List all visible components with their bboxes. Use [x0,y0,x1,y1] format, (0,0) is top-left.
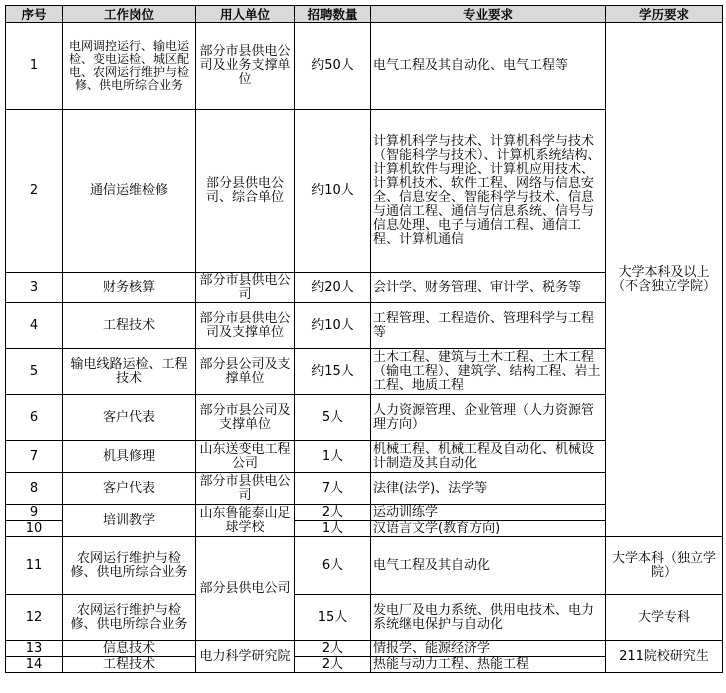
row-unit-county-company: 部分县供电公司 [196,537,295,641]
row-post: 客户代表 [63,395,196,441]
row-no: 4 [6,303,63,349]
row-unit-football-school: 山东鲁能泰山足球学校 [196,505,295,537]
row-no: 1 [6,23,63,110]
row-post: 工程技术 [63,303,196,349]
row-count: 约10人 [295,303,371,349]
row-count: 15人 [295,595,371,641]
row-unit: 部分县公司及支撑单位 [196,349,295,395]
row-major: 会计学、财务管理、审计学、税务等 [371,273,606,303]
row-major: 土木工程、建筑与土木工程、土木工程（输电工程）、建筑学、结构工程、岩土工程、地质工程 [371,349,606,395]
row-no: 8 [6,473,63,505]
row-major: 法律(法学)、法学等 [371,473,606,505]
education-junior-college: 大学专科 [606,595,723,641]
header-post: 工作岗位 [63,6,196,23]
row-post: 信息技术 [63,641,196,657]
row-major: 电气工程及其自动化 [371,537,606,595]
row-major: 电气工程及其自动化、电气工程等 [371,23,606,110]
row-major: 热能与动力工程、热能工程 [371,657,606,673]
row-major: 机械工程、机械工程及自动化、机械设计制造及其自动化 [371,441,606,473]
row-no: 3 [6,273,63,303]
header-major: 专业要求 [371,6,606,23]
table-row [6,595,723,641]
row-no: 10 [6,521,63,537]
row-major: 工程管理、工程造价、管理科学与工程等 [371,303,606,349]
row-count: 1人 [295,521,371,537]
row-post: 输电线路运检、工程技术 [63,349,196,395]
row-unit: 部分县供电公司、综合单位 [196,110,295,273]
row-post: 农网运行维护与检修、供电所综合业务 [63,595,196,641]
row-major: 发电厂及电力系统、供用电技术、电力系统继电保护与自动化 [371,595,606,641]
row-post-training: 培训教学 [63,505,196,537]
row-no: 11 [6,537,63,595]
row-no: 2 [6,110,63,273]
row-count: 约10人 [295,110,371,273]
row-no: 6 [6,395,63,441]
row-count: 1人 [295,441,371,473]
row-no: 13 [6,641,63,657]
row-post: 通信运维检修 [63,110,196,273]
row-count: 7人 [295,473,371,505]
row-post: 机具修理 [63,441,196,473]
row-unit: 部分市县公司及支撑单位 [196,395,295,441]
row-major: 汉语言文学(教育方向) [371,521,606,537]
row-post: 电网调控运行、输电运检、变电运检、城区配电、农网运行维护与检修、供电所综合业务 [63,23,196,110]
row-no: 12 [6,595,63,641]
education-211-graduate: 211院校研究生 [606,641,723,673]
table-row [6,23,723,110]
row-count: 5人 [295,395,371,441]
row-post: 客户代表 [63,473,196,505]
row-major: 情报学、能源经济学 [371,641,606,657]
recruitment-table [5,5,723,673]
recruitment-table-container [5,5,723,673]
row-count: 约50人 [295,23,371,110]
row-count: 2人 [295,641,371,657]
row-count: 2人 [295,657,371,673]
row-count: 6人 [295,537,371,595]
table-row [6,537,723,595]
header-row [6,6,723,23]
row-unit: 部分市县供电公司 [196,473,295,505]
row-post: 财务核算 [63,273,196,303]
row-count: 约15人 [295,349,371,395]
header-no: 序号 [6,6,63,23]
table-row [6,641,723,657]
row-no: 14 [6,657,63,673]
row-major: 人力资源管理、企业管理（人力资源管理方向） [371,395,606,441]
row-no: 7 [6,441,63,473]
header-count: 招聘数量 [295,6,371,23]
row-major: 计算机科学与技术、计算机科学与技术（智能科学与技术）、计算机系统结构、计算机软件与理论、计算机应用技术、计算机技术、软件工程、网络与信息安全、信息安全、智能科学与技术、信息与通信工程、通信与信息系统、信号与信息处理、电子与通信工程、通信工程、计算机通信 [371,110,606,273]
row-unit: 部分市县供电公司及业务支撑单位 [196,23,295,110]
row-post: 工程技术 [63,657,196,673]
row-unit: 部分市县供电公司及支撑单位 [196,303,295,349]
row-count: 2人 [295,505,371,521]
row-no: 9 [6,505,63,521]
education-undergrad-plus: 大学本科及以上（不含独立学院） [606,23,723,537]
header-unit: 用人单位 [196,6,295,23]
row-no: 5 [6,349,63,395]
row-post: 农网运行维护与检修、供电所综合业务 [63,537,196,595]
row-count: 约20人 [295,273,371,303]
header-education: 学历要求 [606,6,723,23]
education-independent-college: 大学本科（独立学院） [606,537,723,595]
row-unit: 山东送变电工程公司 [196,441,295,473]
row-major: 运动训练学 [371,505,606,521]
row-unit: 部分市县供电公司 [196,273,295,303]
row-unit-research-institute: 电力科学研究院 [196,641,295,673]
